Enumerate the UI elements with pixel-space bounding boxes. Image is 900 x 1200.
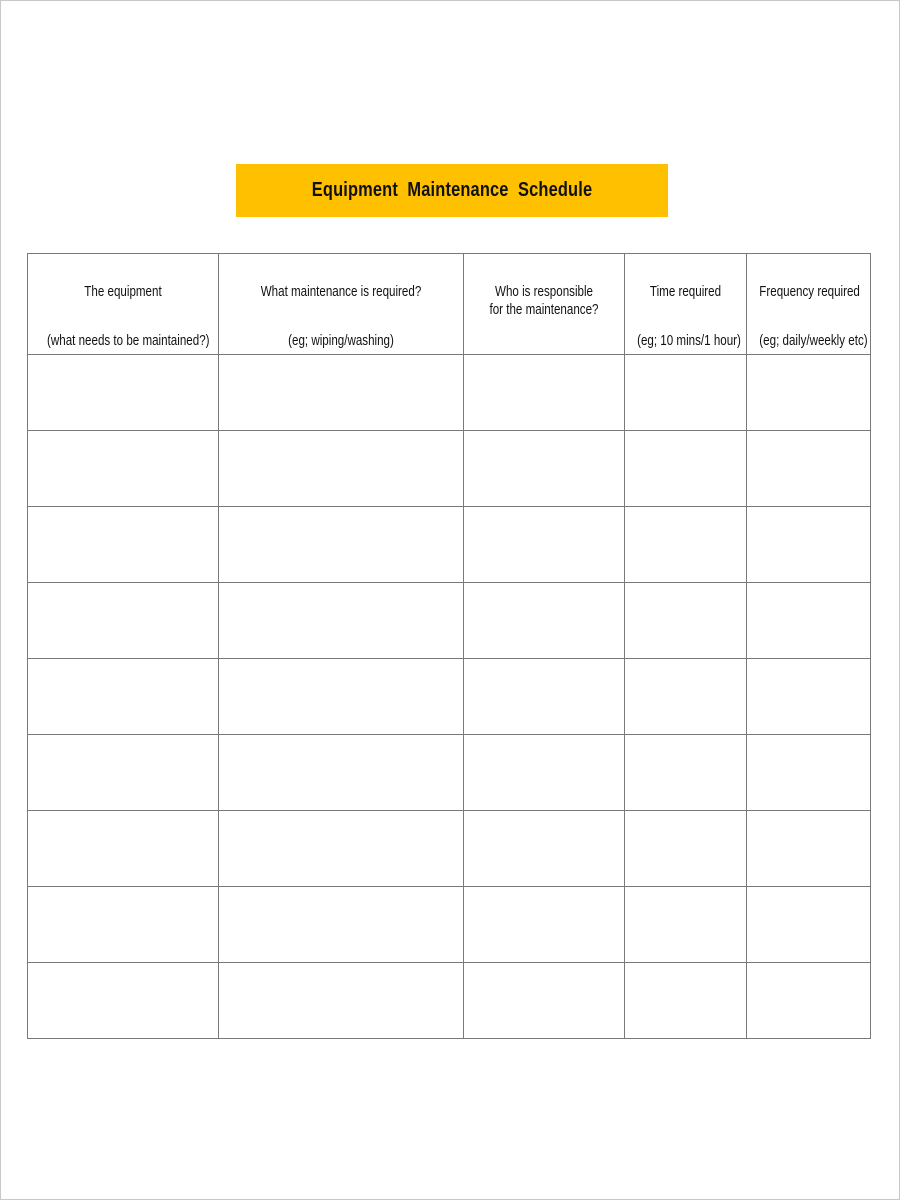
table-body bbox=[28, 355, 871, 1039]
header-maintenance-required bbox=[219, 254, 464, 355]
table-cell[interactable] bbox=[747, 887, 871, 963]
table-cell[interactable] bbox=[625, 887, 747, 963]
table-cell[interactable] bbox=[747, 583, 871, 659]
table-cell[interactable] bbox=[747, 735, 871, 811]
table-row bbox=[28, 887, 871, 963]
table-cell[interactable] bbox=[464, 963, 625, 1039]
table-cell[interactable] bbox=[464, 507, 625, 583]
table-cell[interactable] bbox=[219, 583, 464, 659]
table-cell[interactable] bbox=[28, 735, 219, 811]
header-responsible-label-2: for the maintenance? bbox=[489, 302, 599, 318]
table-cell[interactable] bbox=[28, 963, 219, 1039]
table-cell[interactable] bbox=[747, 507, 871, 583]
table-cell[interactable] bbox=[28, 431, 219, 507]
table-cell[interactable] bbox=[464, 887, 625, 963]
table-cell[interactable] bbox=[625, 507, 747, 583]
table-cell[interactable] bbox=[219, 963, 464, 1039]
table-cell[interactable] bbox=[747, 963, 871, 1039]
table-cell[interactable] bbox=[28, 659, 219, 735]
maintenance-schedule-table bbox=[27, 253, 871, 1039]
table-row bbox=[28, 811, 871, 887]
table-cell[interactable] bbox=[219, 431, 464, 507]
table-cell[interactable] bbox=[747, 659, 871, 735]
header-equipment-label: The equipment bbox=[84, 284, 162, 300]
table-cell[interactable] bbox=[464, 583, 625, 659]
header-responsible bbox=[464, 254, 625, 355]
table-cell[interactable] bbox=[625, 735, 747, 811]
table-cell[interactable] bbox=[625, 583, 747, 659]
header-time-label: Time required bbox=[649, 284, 722, 300]
table-row bbox=[28, 659, 871, 735]
table-cell[interactable] bbox=[28, 811, 219, 887]
table-cell[interactable] bbox=[219, 735, 464, 811]
header-frequency-hint: (eg; daily/weekly etc) bbox=[759, 333, 868, 349]
header-time-required bbox=[625, 254, 747, 355]
table-cell[interactable] bbox=[747, 355, 871, 431]
table-cell[interactable] bbox=[625, 431, 747, 507]
table-cell[interactable] bbox=[464, 355, 625, 431]
table-row bbox=[28, 583, 871, 659]
table-cell[interactable] bbox=[28, 583, 219, 659]
header-frequency-required bbox=[747, 254, 871, 355]
table-header-row bbox=[28, 254, 871, 355]
header-equipment-hint: (what needs to be maintained?) bbox=[47, 333, 210, 349]
table-cell[interactable] bbox=[219, 659, 464, 735]
table-cell[interactable] bbox=[464, 659, 625, 735]
table-cell[interactable] bbox=[28, 507, 219, 583]
table-cell[interactable] bbox=[464, 811, 625, 887]
header-frequency-label: Frequency required bbox=[759, 284, 860, 300]
table-cell[interactable] bbox=[464, 431, 625, 507]
table-row bbox=[28, 963, 871, 1039]
table-row bbox=[28, 355, 871, 431]
header-equipment bbox=[28, 254, 219, 355]
table-cell[interactable] bbox=[219, 355, 464, 431]
table-cell[interactable] bbox=[625, 811, 747, 887]
table-cell[interactable] bbox=[219, 811, 464, 887]
title-banner bbox=[236, 164, 668, 217]
table-cell[interactable] bbox=[747, 811, 871, 887]
document-title: Equipment Maintenance Schedule bbox=[311, 179, 593, 201]
header-time-hint: (eg; 10 mins/1 hour) bbox=[637, 333, 741, 349]
header-responsible-label: Who is responsible bbox=[495, 284, 593, 300]
table-cell[interactable] bbox=[464, 735, 625, 811]
table-cell[interactable] bbox=[28, 355, 219, 431]
table-row bbox=[28, 735, 871, 811]
table-cell[interactable] bbox=[219, 507, 464, 583]
header-maintenance-label: What maintenance is required? bbox=[260, 284, 422, 300]
table-cell[interactable] bbox=[219, 887, 464, 963]
table-cell[interactable] bbox=[625, 659, 747, 735]
table-cell[interactable] bbox=[625, 963, 747, 1039]
table-row bbox=[28, 431, 871, 507]
table-row bbox=[28, 507, 871, 583]
header-maintenance-hint: (eg; wiping/washing) bbox=[288, 333, 394, 349]
table-cell[interactable] bbox=[28, 887, 219, 963]
table-cell[interactable] bbox=[747, 431, 871, 507]
table-cell[interactable] bbox=[625, 355, 747, 431]
